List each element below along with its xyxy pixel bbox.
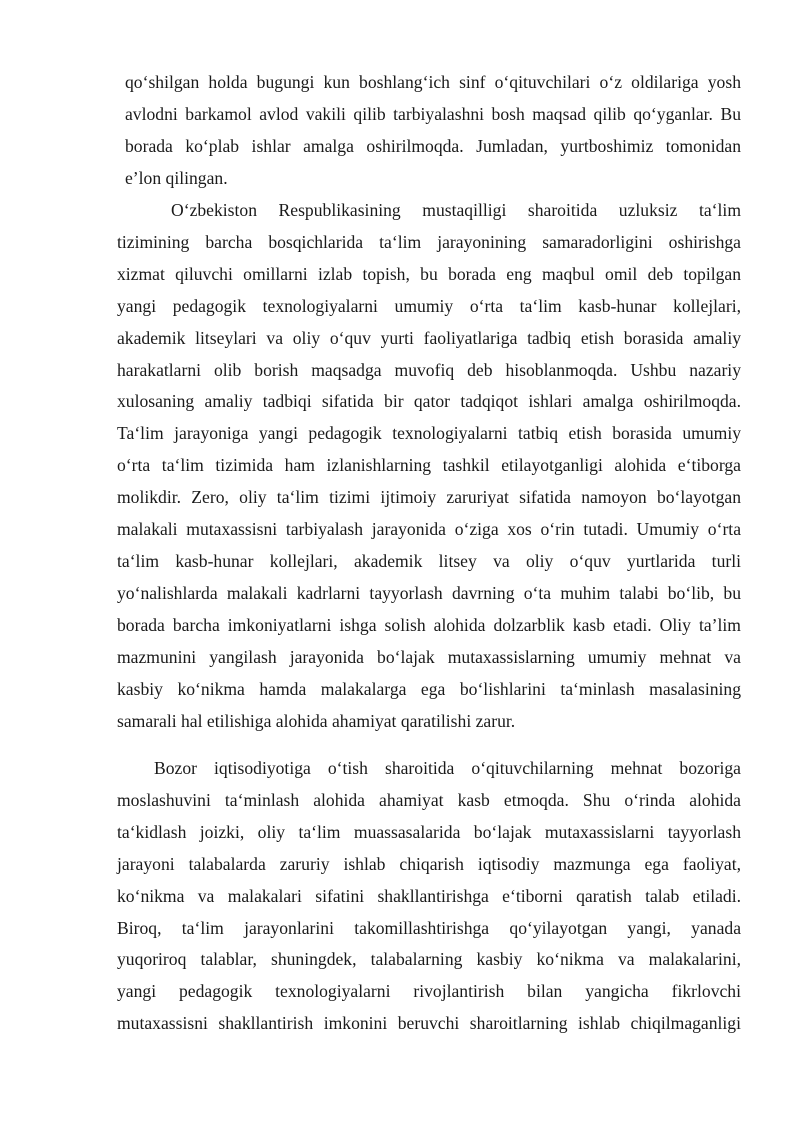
text-line: samarali hal etilishiga alohida ahamiyat qaratilishi zarur. (117, 710, 516, 731)
text-line: kasbiy ko‘nikma hamda malakalarga ega bo‘lishlarini ta‘minlash masalasining (117, 678, 741, 699)
text-line: moslashuvini ta‘minlash alohida ahamiyat kasb etmoqda. Shu o‘rinda alohida (117, 789, 741, 810)
paragraph-3 (117, 753, 741, 1040)
paragraph-2 (117, 195, 741, 737)
text-line: molikdir. Zero, oliy ta‘lim tizimi ijtimoiy zaruriyat sifatida namoyon bo‘layotgan (117, 487, 741, 508)
text-line: jarayoni talabalarda zaruriy ishlab chiqarish iqtisodiy mazmunga ega faoliyat, (117, 853, 741, 874)
text-line: borada ko‘plab ishlar amalga oshirilmoqda. Jumladan, yurtboshimiz tomonidan (125, 135, 741, 156)
text-line: borada barcha imkoniyatlarni ishga solish alohida dolzarblik kasb etadi. Oliy ta’lim (117, 614, 741, 635)
text-line: e’lon qilingan. (125, 167, 228, 188)
text-line: ta‘lim kasb-hunar kollejlari, akademik litsey va oliy o‘quv yurtlarida turli (117, 550, 741, 571)
text-line: Ta‘lim jarayoniga yangi pedagogik texnologiyalarni tatbiq etish borasida umumiy (117, 423, 741, 444)
text-line: harakatlarni olib borish maqsadga muvofiq deb hisoblanmoqda. Ushbu nazariy (117, 359, 741, 380)
paragraph-1 (125, 67, 741, 195)
text-line: O‘zbekiston Respublikasining mustaqilligi sharoitida uzluksiz ta‘lim (171, 200, 741, 220)
text-line: akademik litseylari va oliy o‘quv yurti faoliyatlariga tadbiq etish borasida amaliy (117, 327, 741, 348)
text-line: mutaxassisni shakllantirish imkonini beruvchi sharoitlarning ishlab chiqilmaganligi (117, 1013, 741, 1034)
text-line: Bozor iqtisodiyotiga o‘tish sharoitida o‘qituvchilarning mehnat bozoriga (154, 758, 741, 778)
text-line: tizimining barcha bosqichlarida ta‘lim jarayonining samaradorligini oshirishga (117, 231, 741, 252)
text-line: xulosaning amaliy tadbiqi sifatida bir qator tadqiqot ishlari amalga oshirilmoqda. (117, 391, 741, 412)
text-line: Biroq, ta‘lim jarayonlarini takomillashtirishga qo‘yilayotgan yangi, yanada (117, 917, 741, 938)
text-line: o‘rta ta‘lim tizimida ham izlanishlarning tashkil etilayotganligi alohida e‘tiborga (117, 455, 741, 476)
text-line: ta‘kidlash joizki, oliy ta‘lim muassasalarida bo‘lajak mutaxassislarni tayyorlash (117, 821, 741, 842)
text-line: mazmunini yangilash jarayonida bo‘lajak mutaxassislarning umumiy mehnat va (117, 646, 741, 667)
text-line: yuqoriroq talablar, shuningdek, talabalarning kasbiy ko‘nikma va malakalarini, (117, 949, 741, 970)
text-line: yangi pedagogik texnologiyalarni umumiy o‘rta ta‘lim kasb-hunar kollejlari, (117, 295, 741, 316)
text-line: xizmat qiluvchi omillarni izlab topish, bu borada eng maqbul omil deb topilgan (117, 263, 741, 284)
text-line: qo‘shilgan holda bugungi kun boshlang‘ich sinf o‘qituvchilari o‘z oldilariga yosh (125, 72, 741, 92)
text-line: yo‘nalishlarda malakali kadrlarni tayyorlash davrning o‘ta muhim talabi bo‘lib, bu (117, 582, 741, 603)
text-line: avlodni barkamol avlod vakili qilib tarbiyalashni bosh maqsad qilib qo‘yganlar. Bu (125, 103, 741, 124)
text-line: malakali mutaxassisni tarbiyalash jarayonida o‘ziga xos o‘rin tutadi. Umumiy o‘rta (117, 519, 741, 540)
text-line: ko‘nikma va malakalari sifatini shakllantirishga e‘tiborni qaratish talab etiladi. (117, 885, 741, 906)
text-line: yangi pedagogik texnologiyalarni rivojlantirish bilan yangicha fikrlovchi (117, 981, 741, 1002)
